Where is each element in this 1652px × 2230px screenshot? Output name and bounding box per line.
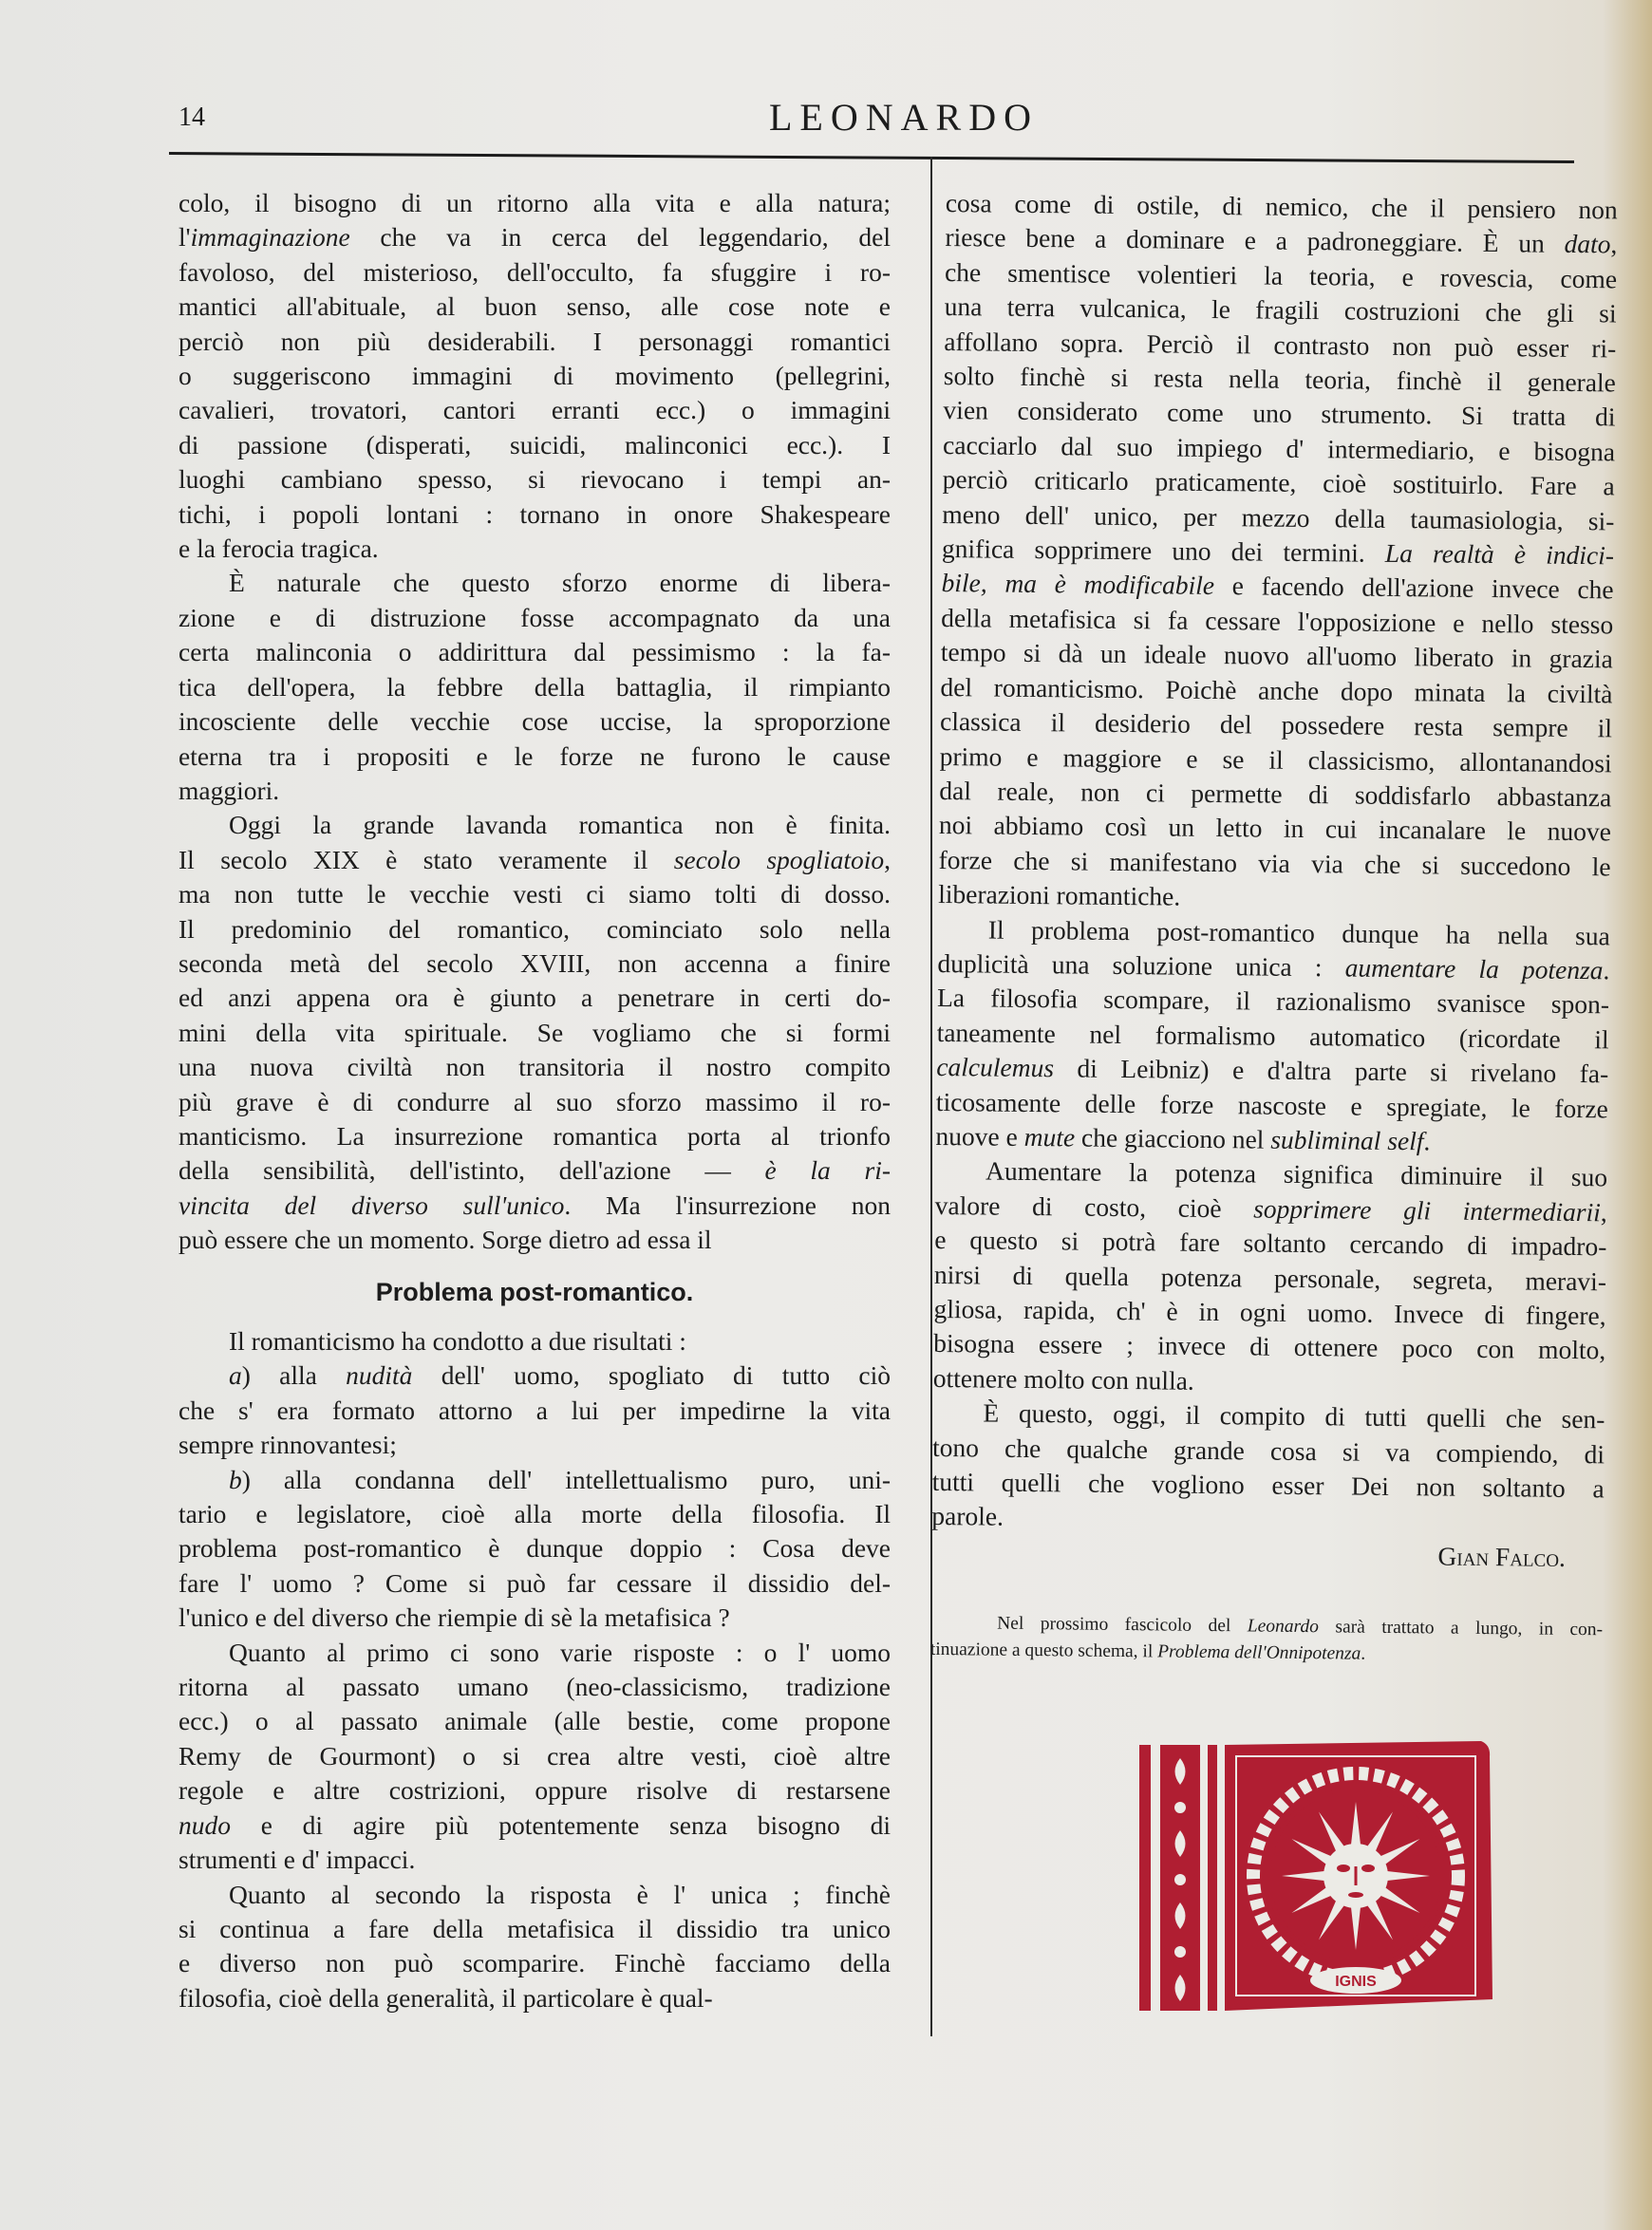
header-rule xyxy=(169,152,1574,163)
text-line: maggiori. xyxy=(178,775,280,805)
text-line: affollano sopra. Perciò il contrasto non può esser ri- xyxy=(944,326,1617,364)
text-line: bile, ma è modificabile e facendo dell'azione invece che xyxy=(941,568,1614,605)
text-line: ritorna al passato umano (neo-classicismo, tradizione xyxy=(178,1672,891,1702)
text-line: più grave è di condurre al suo sforzo massimo il ro- xyxy=(178,1086,891,1116)
text-line: mantici all'abituale, al buon senso, alle cose note e xyxy=(178,291,891,322)
emblem-border-strip xyxy=(1208,1745,1217,2011)
text-line: duplicità una soluzione unica : aumentare la potenza. xyxy=(937,947,1610,985)
text-line: una terra vulcanica, le fragili costruzioni che gli si xyxy=(944,291,1617,328)
text-line: della sensibilità, dell'istinto, dell'azione — è la ri- xyxy=(178,1155,891,1186)
paragraph xyxy=(178,186,891,566)
text-line: riesce bene a dominare e a padroneggiare. È un dato, xyxy=(945,222,1618,259)
paragraph xyxy=(931,1396,1605,1541)
paragraph xyxy=(933,1153,1608,1402)
text-line: meno dell' unico, per mezzo della taumasiologia, si- xyxy=(942,498,1615,536)
text-line: che smentisce volentieri la teoria, e rovescia, come xyxy=(944,256,1618,294)
text-line: Remy de Gourmont) o si crea altre vesti, cioè altre xyxy=(178,1740,891,1771)
text-line: ed anzi appena ora è giunto a penetrare in certi do- xyxy=(178,983,891,1013)
left-column xyxy=(178,186,891,2015)
text-line: gliosa, rapida, ch' è in ogni uomo. Invece di fingere, xyxy=(933,1293,1606,1331)
text-line: cavalieri, trovatori, cantori erranti ecc.) o immagini xyxy=(178,395,891,425)
author-signature: Gian Falco. xyxy=(1437,1541,1567,1572)
text-line: forze che si manifestano via via che si succedono le xyxy=(938,844,1611,882)
text-line: perciò non più desiderabili. I personaggi romantici xyxy=(178,326,891,356)
text-line: cosa come di ostile, di nemico, che il pensiero non xyxy=(945,187,1618,225)
emblem-border-strip xyxy=(1139,1745,1151,2011)
right-column xyxy=(930,186,1618,1671)
text-line: È questo, oggi, il compito di tutti quelli che sen- xyxy=(983,1397,1605,1434)
text-line: a) alla nudità dell' uomo, spogliato di tutto ciò xyxy=(229,1360,891,1391)
text-line: Il secolo XIX è stato veramente il secolo spogliatoio, xyxy=(178,844,891,874)
text-line: solto finchè si resta nella teoria, finchè il generale xyxy=(943,361,1617,398)
text-line: mini della vita spirituale. Se vogliamo che si formi xyxy=(178,1017,891,1047)
text-line: ticosamente delle forze nascoste e spregiate, le forze xyxy=(935,1086,1609,1123)
text-line: l'immaginazione che va in cerca del leggendario, del xyxy=(178,222,891,253)
text-line: parole. xyxy=(931,1501,1004,1532)
text-line: b) alla condanna dell' intellettualismo puro, uni- xyxy=(229,1464,891,1494)
text-line: zione e di distruzione fosse accompagnato da una xyxy=(178,602,891,632)
dot-ornament xyxy=(1174,1874,1186,1885)
text-line: Oggi la grande lavanda romantica non è finita. xyxy=(229,810,891,840)
paragraph xyxy=(178,1636,891,1878)
text-line: luoghi cambiano spesso, si rievocano i tempi an- xyxy=(178,464,891,495)
text-line: taneamente nel formalismo automatico (ricordate il xyxy=(936,1017,1609,1055)
paragraph xyxy=(935,911,1610,1160)
sun-mouth xyxy=(1348,1892,1363,1898)
text-line: problema post-romantico è dunque doppio : Cosa deve xyxy=(178,1533,891,1564)
text-line: noi abbiamo così un letto in cui incanalare le nuove xyxy=(938,810,1612,847)
text-line: tono che qualche grande cosa si va compiendo, di xyxy=(931,1432,1605,1469)
footnote xyxy=(930,1610,1604,1670)
text-line: cacciarlo dal suo impiego d' intermediario, e bisogna xyxy=(942,429,1616,467)
text-line: strumenti e d' impacci. xyxy=(178,1845,416,1875)
dot-ornament xyxy=(1174,1802,1186,1813)
text-line: vincita del diverso sull'unico. Ma l'insurrezione non xyxy=(178,1190,891,1220)
paragraph xyxy=(178,1324,891,1359)
section-title: Problema post-romantico. xyxy=(375,1277,694,1306)
text-line: favoloso, del misterioso, dell'occulto, fa sfuggire i ro- xyxy=(178,256,891,287)
text-line: seconda metà del secolo XVIII, non accenna a finire xyxy=(178,947,891,978)
text-line: del romanticismo. Poichè anche dopo minata la civiltà xyxy=(940,671,1613,709)
text-line: regole e altre costrizioni, oppure risolve di restarsene xyxy=(178,1775,891,1806)
text-line: ottenere molto con nulla. xyxy=(932,1362,1194,1396)
text-line: fare l' uomo ? Come si può far cessare il dissidio del- xyxy=(178,1567,891,1598)
text-line: vien considerato come uno strumento. Si tratta di xyxy=(943,395,1616,432)
text-line: e questo si potrà fare soltanto cercando di impadro- xyxy=(934,1225,1607,1262)
text-line: della metafisica si fa cessare l'opposizione e nello stesso xyxy=(941,602,1614,640)
text-line: e la ferocia tragica. xyxy=(178,534,379,564)
text-line: manticismo. La insurrezione romantica porta al trionfo xyxy=(178,1120,891,1151)
text-line: nirsi di quella potenza personale, segreta, meravi- xyxy=(933,1259,1607,1296)
text-line: colo, il bisogno di un ritorno alla vita e alla natura; xyxy=(178,188,891,217)
text-line: sempre rinnovantesi; xyxy=(178,1430,397,1460)
text-line: incosciente delle vecchie cose uccise, la sproporzione xyxy=(178,706,891,737)
footnote-line: Nel prossimo fascicolo del Leonardo sarà trattato a lungo, in con- xyxy=(997,1613,1604,1640)
text-line: tario e legislatore, cioè alla morte della filosofia. Il xyxy=(178,1499,891,1529)
text-line: Quanto al primo ci sono varie risposte : o l' uomo xyxy=(229,1637,891,1667)
paragraph xyxy=(178,1359,891,1462)
text-line: La filosofia scompare, il razionalismo svanisce spon- xyxy=(936,983,1610,1020)
text-line: ecc.) o al passato animale (alle bestie, come propone xyxy=(178,1706,891,1736)
text-line: una nuova civiltà non transitoria il nostro compito xyxy=(178,1052,891,1082)
text-line: tempo si dà un ideale nuovo all'uomo liberato in grazia xyxy=(940,637,1613,674)
paragraph xyxy=(178,1463,891,1636)
text-line: Il predominio del romantico, cominciato solo nella xyxy=(178,913,891,944)
text-line: tichi, i popoli lontani : tornano in onore Shakespeare xyxy=(178,498,891,529)
text-line: primo e maggiore e se il classicismo, allontanandosi xyxy=(939,740,1612,778)
text-line: eterna tra i propositi e le forze ne furono le cause xyxy=(178,740,891,771)
text-line: bisogna essere ; invece di ottenere poco con molto, xyxy=(933,1328,1606,1365)
text-line: perciò criticarlo praticamente, cioè sostituirlo. Fare a xyxy=(942,464,1615,501)
text-line: può essere che un momento. Sorge dietro ad essa il xyxy=(178,1225,712,1255)
text-line: si continua a fare della metafisica il dissidio tra unico xyxy=(178,1913,891,1943)
sun-eye-left xyxy=(1337,1865,1350,1872)
footnote-line: tinuazione a questo schema, il Problema dell'Onnipotenza. xyxy=(929,1640,1366,1664)
page-number: 14 xyxy=(178,103,205,132)
text-line: tica dell'opera, la febbre della battaglia, il rimpianto xyxy=(178,671,891,702)
running-title: LEONARDO xyxy=(769,96,1039,139)
emblem-motto: IGNIS xyxy=(1335,1974,1377,1990)
paragraph xyxy=(178,1878,891,2016)
text-line: nuove e mute che giacciono nel subliminal self. xyxy=(935,1120,1431,1156)
ignis-emblem xyxy=(1132,1724,1492,2018)
text-line: e diverso non può scomparire. Finchè facciamo della xyxy=(178,1948,891,1978)
text-line: liberazioni romantiche. xyxy=(938,879,1181,911)
paragraph xyxy=(178,808,891,1257)
dot-ornament xyxy=(1174,1946,1186,1958)
text-line: filosofia, cioè della generalità, il particolare è qual- xyxy=(178,1982,713,2013)
text-line: tutti quelli che vogliono esser Dei non soltanto a xyxy=(931,1466,1605,1504)
text-line: l'unico e del diverso che riempie di sè la metafisica ? xyxy=(178,1602,730,1633)
text-line: o suggeriscono immagini di movimento (pellegrini, xyxy=(178,361,891,391)
paragraph xyxy=(178,566,891,808)
text-line: Aumentare la potenza significa diminuire il suo xyxy=(985,1155,1608,1192)
sun-eye-right xyxy=(1361,1865,1375,1872)
column-divider xyxy=(930,157,932,2036)
text-line: È naturale che questo sforzo enorme di libera- xyxy=(229,568,891,598)
text-line: dal reale, non ci permette di soddisfarlo abbastanza xyxy=(939,775,1612,813)
text-line: Il problema post-romantico dunque ha nella sua xyxy=(987,914,1610,950)
text-line: Quanto al secondo la risposta è l' unica ; finchè xyxy=(229,1879,891,1909)
text-line: di passione (disperati, suicidi, malinconici ecc.). I xyxy=(178,429,891,459)
text-line: valore di costo, cioè sopprimere gli intermediarii, xyxy=(934,1190,1607,1227)
text-line: che s' era formato attorno a lui per impedirne la vita xyxy=(178,1395,891,1425)
text-line: certa malinconia o addirittura dal pessimismo : la fa- xyxy=(178,637,891,667)
text-line: classica il desiderio del possedere resta sempre il xyxy=(939,706,1613,743)
text-line: Il romanticismo ha condotto a due risultati : xyxy=(229,1326,686,1356)
text-line: ma non tutte le vecchie vesti ci siamo tolti di dosso. xyxy=(178,879,891,909)
paragraph xyxy=(938,186,1618,919)
text-line: calculemus di Leibniz) e d'altra parte si rivelano fa- xyxy=(936,1052,1609,1089)
text-line: nudo e di agire più potentemente senza bisogno di xyxy=(178,1809,891,1840)
text-line: gnifica sopprimere uno dei termini. La realtà è indici- xyxy=(941,534,1615,571)
